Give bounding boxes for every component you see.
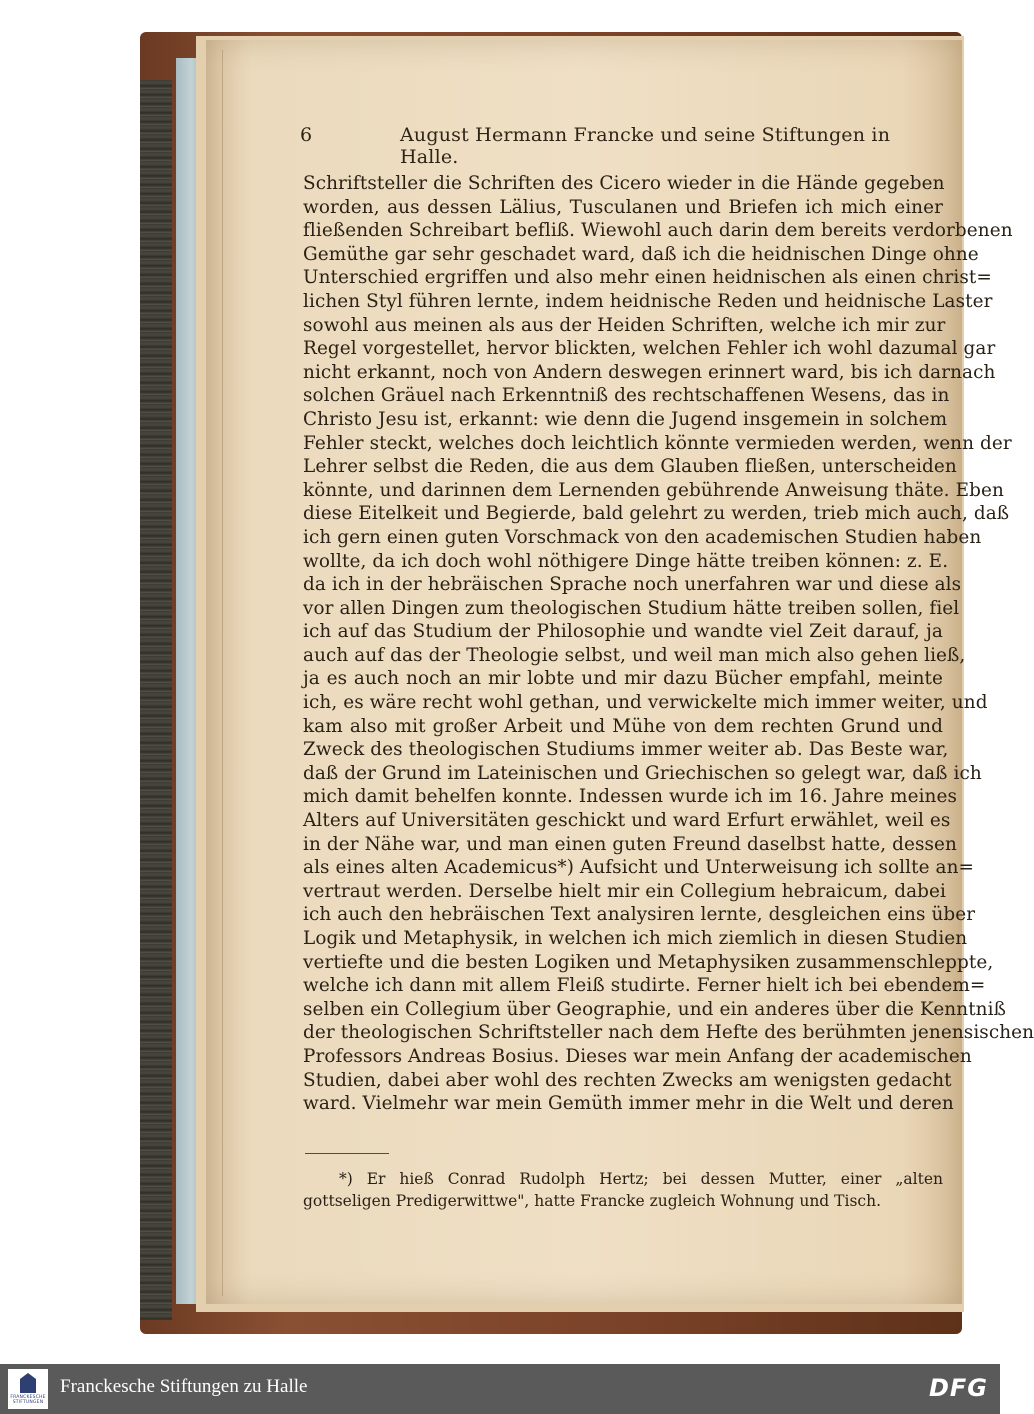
- viewer-footer: [0, 1364, 1000, 1414]
- text-line: daß der Grund im Lateinischen und Griechischen so gelegt war, daß ich: [303, 762, 982, 784]
- text-line: Gemüthe gar sehr geschadet ward, daß ich die heidnischen Dinge ohne: [303, 243, 979, 265]
- text-line: selben ein Collegium über Geographie, und ein anderes über die Kenntniß: [303, 998, 1006, 1020]
- text-line: da ich in der hebräischen Sprache noch unerfahren war und diese als: [303, 574, 962, 596]
- text-line: vertiefte und die besten Logiken und Metaphysiken zusammenschleppte,: [303, 951, 994, 973]
- franckesche-logo[interactable]: [8, 1369, 48, 1409]
- text-line: Alters auf Universitäten geschickt und ward Erfurt erwählet, weil es: [303, 810, 951, 832]
- footnote-line: *) Er hieß Conrad Rudolph Hertz; bei dessen Mutter, einer „alten: [339, 1170, 943, 1188]
- footnotes: [303, 1168, 943, 1212]
- text-line: Christo Jesu ist, erkannt: wie denn die Jugend insgemein in solchem: [303, 408, 948, 430]
- text-line: ich auch den hebräischen Text analysiren lernte, desgleichen eins über: [303, 904, 976, 926]
- text-line: wollte, da ich doch wohl nöthigere Dinge hätte treiben können: z. E.: [303, 550, 949, 572]
- text-line: Logik und Metaphysik, in welchen ich mich ziemlich in diesen Studien: [303, 928, 968, 949]
- text-line: Regel vorgestellet, hervor blickten, welchen Fehler ich wohl dazumal gar: [303, 338, 996, 360]
- text-line: kam also mit großer Arbeit und Mühe von dem rechten Grund und: [303, 715, 943, 737]
- text-line: in der Nähe war, und man einen guten Freund daselbst hatte, dessen: [303, 833, 957, 855]
- text-line: Schriftsteller die Schriften des Cicero wieder in die Hände gegeben: [303, 173, 945, 194]
- text-line: der theologischen Schriftsteller nach dem Hefte des berühmten jenensischen: [303, 1022, 1034, 1044]
- body-text: [303, 172, 1034, 1116]
- page-header: [300, 124, 945, 168]
- text-line: könnte, und darinnen dem Lernenden gebührende Anweisung thäte. Eben: [303, 479, 1004, 501]
- text-line: sowohl aus meinen als aus der Heiden Schriften, welche ich mir zur: [303, 314, 946, 336]
- text-line: vertraut werden. Derselbe hielt mir ein Collegium hebraicum, dabei: [303, 880, 947, 902]
- text-line: auch auf das der Theologie selbst, und weil man mich also gehen ließ,: [303, 644, 966, 666]
- text-line: Unterschied ergriffen und also mehr einen heidnischen als einen christ=: [303, 267, 992, 289]
- text-line: diese Eitelkeit und Begierde, bald gelehrt zu werden, trieb mich auch, daß: [303, 503, 1010, 525]
- text-line: worden, aus dessen Lälius, Tusculanen und Briefen ich mich einer: [303, 196, 943, 218]
- text-line: ja es auch noch an mir lobte und mir dazu Bücher empfahl, meinte: [303, 668, 943, 690]
- text-line: mich damit behelfen konnte. Indessen wurde ich im 16. Jahre meines: [303, 786, 958, 808]
- text-line: Lehrer selbst die Reden, die aus dem Glauben fließen, unterscheiden: [303, 456, 957, 478]
- text-line: ward. Vielmehr war mein Gemüth immer mehr in die Welt und deren: [303, 1093, 954, 1115]
- page-number: 6: [300, 124, 313, 146]
- footnote-line: gottseligen Predigerwittwe", hatte Francke zugleich Wohnung und Tisch.: [303, 1192, 881, 1210]
- text-line: solchen Gräuel nach Erkenntniß des rechtschaffenen Wesens, das in: [303, 385, 950, 407]
- text-line: fließenden Schreibart befliß. Wiewohl auch darin dem bereits verdorbenen: [303, 220, 1013, 242]
- text-line: welche ich dann mit allem Fleiß studirte. Ferner hielt ich bei ebendem=: [303, 975, 986, 997]
- text-line: ich gern einen guten Vorschmack von den academischen Studien haben: [303, 526, 982, 548]
- book-spine-edge: [140, 80, 172, 1320]
- text-line: als eines alten Academicus*) Aufsicht und Unterweisung ich sollte an=: [303, 857, 975, 879]
- logo-text: FRANCKESCHE STIFTUNGEN: [10, 1395, 46, 1405]
- institution-name: Franckesche Stiftungen zu Halle: [60, 1376, 308, 1397]
- text-line: ich, es wäre recht wohl gethan, und verwickelte mich immer weiter, und: [303, 692, 988, 714]
- text-line: vor allen Dingen zum theologischen Studium hätte treiben sollen, fiel: [303, 597, 960, 619]
- building-icon: [20, 1373, 36, 1393]
- footnote-rule: [305, 1153, 389, 1154]
- text-line: Fehler steckt, welches doch leichtlich könnte vermieden werden, wenn der: [303, 432, 1012, 454]
- text-line: Zweck des theologischen Studiums immer weiter ab. Das Beste war,: [303, 739, 949, 761]
- text-line: nicht erkannt, noch von Andern deswegen erinnert ward, bis ich darnach: [303, 361, 996, 383]
- text-line: lichen Styl führen lernte, indem heidnische Reden und heidnische Laster: [303, 290, 993, 312]
- text-line: Professors Andreas Bosius. Dieses war mein Anfang der academischen: [303, 1045, 972, 1067]
- text-line: ich auf das Studium der Philosophie und wandte viel Zeit darauf, ja: [303, 621, 943, 643]
- text-line: Studien, dabei aber wohl des rechten Zwecks am wenigsten gedacht: [303, 1069, 952, 1091]
- dfg-logo[interactable]: DFG: [928, 1374, 988, 1402]
- running-title: August Hermann Francke und seine Stiftungen in Halle.: [400, 124, 891, 168]
